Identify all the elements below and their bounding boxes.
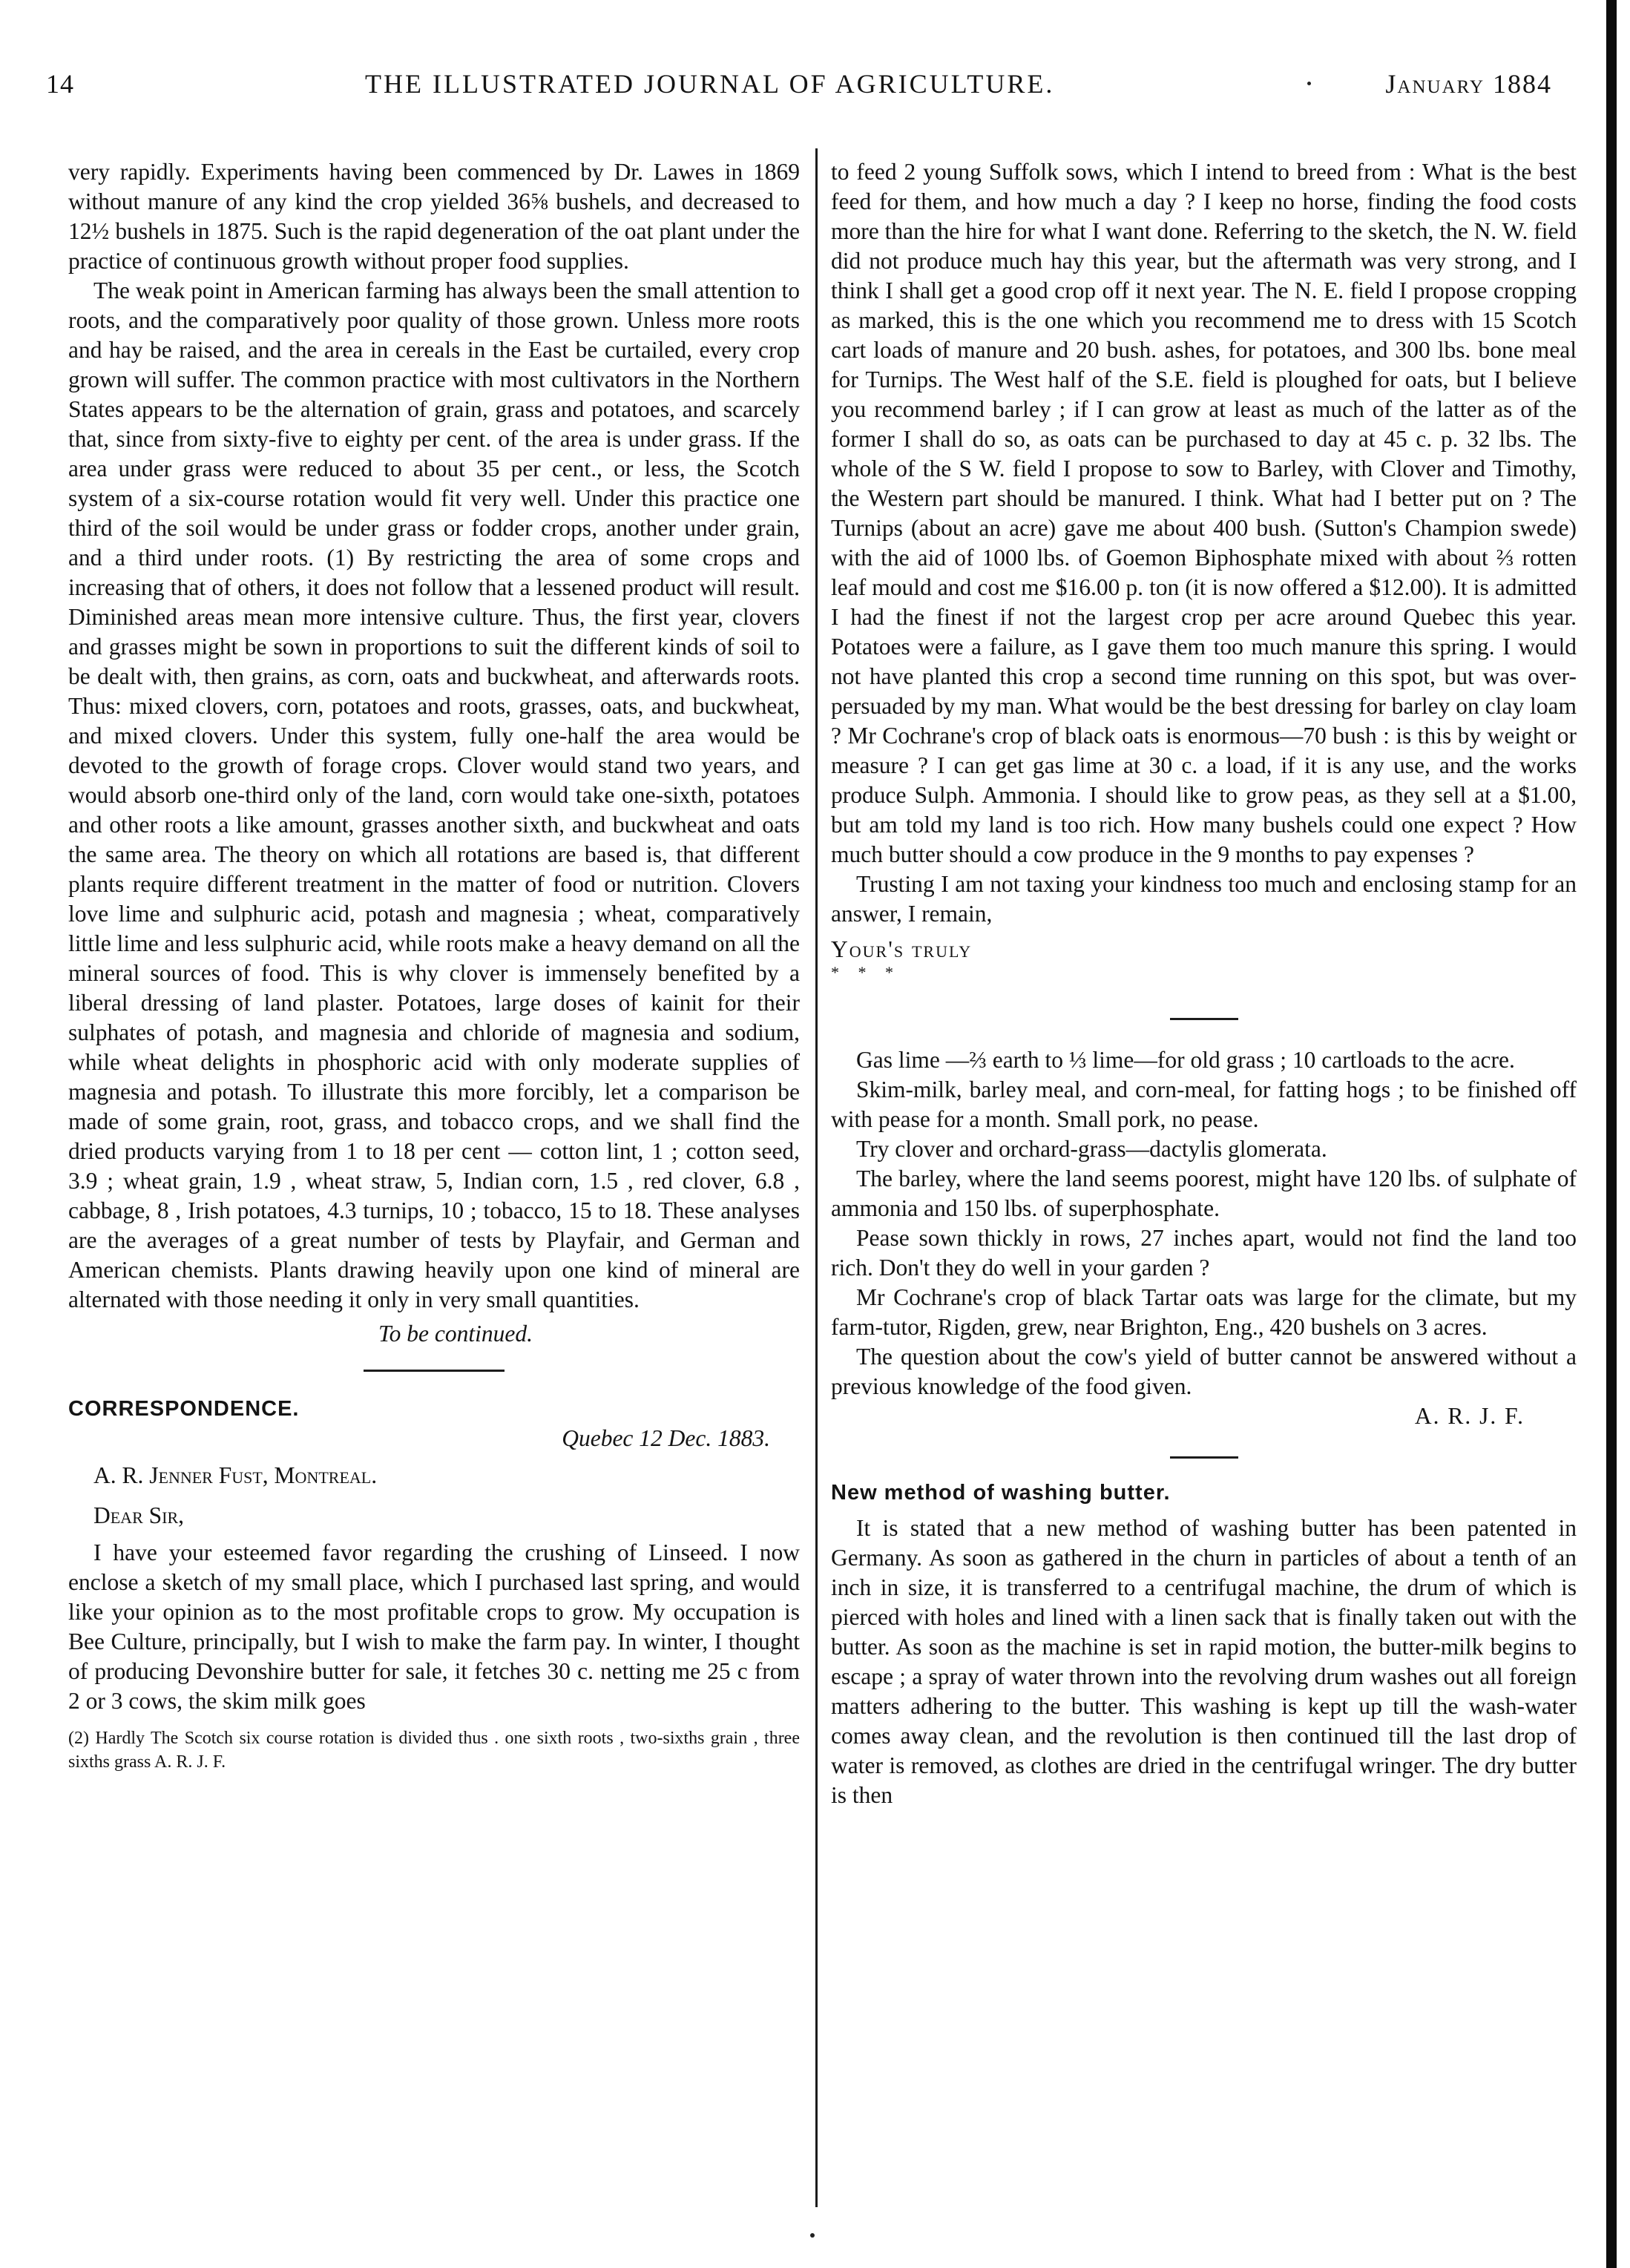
to-be-continued: To be continued. [378, 1321, 533, 1347]
article-paragraph: It is stated that a new method of washing butter has been patented in Germany. As soon as gathered in the churn in particles of about a tenth of an inch in size, it is transferred to a centrifugal machine, the drum of which is pierced with holes and lined with a linen sack that is finally taken out with the butter. As soon as the machine is set in rapid motion, the butter-milk begins to escape ; a spray of water thrown into the revolving drum washes out all foreign matters adhering to the butter. This washing is kept up till the wash-water comes away clean, and the revolution is then continued till the last drop of water is removed, as clothes are dried in the centrifugal wringer. The dry butter is then [831, 1515, 1577, 1808]
reply-paragraph: Skim-milk, barley meal, and corn-meal, for fatting hogs ; to be finished off with pease for a month. Small pork, no pease. [831, 1077, 1577, 1132]
page-edge [1606, 0, 1617, 2268]
running-header [46, 68, 1552, 105]
page-number: 14 [46, 69, 74, 99]
article-heading: New method of washing butter. [831, 1481, 1171, 1505]
journal-title: THE ILLUSTRATED JOURNAL OF AGRICULTURE. [365, 69, 1055, 99]
letter-place-date: Quebec 12 Dec. 1883. [562, 1425, 770, 1451]
letter-closing: Trusting I am not taxing your kindness too much and enclosing stamp for an answer, I remain, [831, 871, 1577, 927]
reply-paragraph: Gas lime —⅔ earth to ⅓ lime—for old grass ; 10 cartloads to the acre. [856, 1047, 1515, 1073]
reply-paragraph: Pease sown thickly in rows, 27 inches apart, would not find the land too rich. Don't they do well in your garden ? [831, 1225, 1577, 1281]
reply-signature: A. R. J. F. [1414, 1403, 1525, 1429]
reply-paragraph: Try clover and orchard-grass—dactylis glomerata. [856, 1136, 1327, 1162]
right-column [831, 157, 1577, 1810]
article-paragraph: The weak point in American farming has always been the small attention to roots, and the comparatively poor quality of those grown. Unless more roots and hay be raised, and the area in cereals in the East be curtailed, every crop grown will suffer. The common practice with most cultivators in the Northern States appears to be the alternation of grain, grass and potatoes, and scarcely that, since from sixty-five to eighty per cent. of the area is under grass. If the area under grass were reduced to about 35 per cent., or less, the Scotch system of a six-course rotation would fit very well. Under this practice one third of the soil would be under grass or fodder crops, another under grain, and a third under roots. (1) By restricting the area of some crops and increasing that of others, it does not follow that a lessened product will result. Diminished areas mean more intensive culture. Thus, the first year, clovers and grasses might be sown in proportions to suit the different kinds of soil to be dealt with, then grains, as corn, oats and buckwheat, and afterwards roots. Thus: mixed clovers, corn, potatoes and roots, grasses, oats, and buckwheat, and mixed clovers. Under this system, fully one-half the area would be devoted to the growth of forage crops. Clover would stand two years, and would absorb one-third only of the land, corn would take one-sixth, potatoes and other roots a like amount, grasses another sixth, and buckwheat and oats the same area. The theory on which all rotations are based is, that different plants require different treatment in the matter of food or nutrition. Clovers love lime and sulphuric acid, potash and magnesia ; wheat, comparatively little lime and less sulphuric acid, while roots make a heavy demand on all the mineral sources of food. This is why clover is immensely benefited by a liberal dressing of land plaster. Potatoes, large doses of kainit for their sulphates of potash, and magnesia and chloride of magnesia and sodium, while wheat delights in phosphoric acid with only moderate supplies of magnesia and potash. To illustrate this more forcibly, let a comparison be made of some grain, root, grass, and tobacco crops, and we shall find the dried products varying from 1 to 18 per cent — cotton lint, 1 ; cotton seed, 3.9 ; wheat grain, 1.9 , wheat straw, 5, Indian corn, 1.5 , red clover, 6.8 , cabbage, 8 , Irish potatoes, 4.3 turnips, 10 ; tobacco, 15 to 18. These analyses are the averages of a great number of tests by Playfair, and German and American chemists. Plants drawing heavily upon one kind of mineral are alternated with those needing it only in very small quantities. [68, 277, 800, 1312]
footnote: (2) Hardly The Scotch six course rotation is divided thus . one sixth roots , two-sixths grain , three sixths grass A. R. J. F. [68, 1729, 800, 1772]
letter-signature: Your's truly [831, 936, 973, 962]
article-paragraph: very rapidly. Experiments having been commenced by Dr. Lawes in 1869 without manure of any kind the crop yielded 36⅝ bushels, and decreased to 12½ bushels in 1875. Such is the rapid degeneration of the oat plant under the practice of continuous growth without proper food supplies. [68, 159, 800, 274]
correspondence-heading: CORRESPONDENCE. [68, 1397, 300, 1421]
left-column [68, 157, 800, 1774]
issue-date: January 1884 [1385, 69, 1552, 99]
reply-paragraph: The question about the cow's yield of butter cannot be answered without a previous knowledge of the food given. [831, 1344, 1577, 1399]
reply-paragraph: The barley, where the land seems poorest, might have 120 lbs. of sulphate of ammonia and 150 lbs. of superphosphate. [831, 1166, 1577, 1221]
reply-paragraph: Mr Cochrane's crop of black Tartar oats was large for the climate, but my farm-tutor, Rigden, grew, near Brighton, Eng., 420 bushels on 3 acres. [831, 1284, 1577, 1340]
letter-continued: to feed 2 young Suffolk sows, which I intend to breed from : What is the best feed for them, and how much a day ? I keep no horse, finding the food costs more than the hire for what I want done. Referring to the sketch, the N. W. field did not produce much hay this year, but the aftermath was very strong, and I think I shall get a good crop off it next year. The N. E. field I propose cropping as marked, this is the one which you recommend me to dress with 15 Scotch cart loads of manure and 20 bush. ashes, for potatoes, and 300 lbs. bone meal for Turnips. The West half of the S.E. field is ploughed for oats, but I believe you recommend barley ; if I can grow at least as much of the latter as of the former I shall do so, as oats can be purchased to day at 45 c. p. 32 lbs. The whole of the S W. field I propose to sow to Barley, with Clover and Timothy, the Western part should be manured. I think. What had I better put on ? The Turnips (about an acre) gave me about 400 bush. (Sutton's Champion swede) with the aid of 1000 lbs. of Goemon Biphosphate mixed with about ⅔ rotten leaf mould and cost me $16.00 p. ton (it is now offered a $12.00). It is admitted I had the finest if not the largest crop per acre around Quebec this year. Potatoes were a failure, as I gave them too much manure this spring. I would not have planted this crop a second time running on this spot, but was over-persuaded by my man. What would be the best dressing for barley on clay loam ? Mr Cochrane's crop of black oats is enormous—70 bush : is this by weight or measure ? I can get gas lime at 30 c. a load, if it is any use, and the works produce Sulph. Ammonia. I should like to grow peas, as they sell at a $1.00, but am told my land is too rich. How many bushels could one expect ? How much butter should a cow produce in the 9 months to pay expenses ? [831, 159, 1577, 867]
signature-stars: * * * [831, 963, 901, 982]
letter-addressee: A. R. Jenner Fust, Montreal. [93, 1462, 378, 1488]
column-divider [815, 148, 818, 2207]
header-dot [1307, 82, 1311, 85]
letter-salutation: Dear Sir, [93, 1502, 185, 1528]
letter-paragraph: I have your esteemed favor regarding the crushing of Linseed. I now enclose a sketch of my small place, which I purchased last spring, and would like your opinion as to the most profitable crops to grow. My occupation is Bee Culture, principally, but I wish to make the farm pay. In winter, I thought of producing Devonshire butter for sale, it fetches 30 c. netting me 25 c from 2 or 3 cows, the skim milk goes [68, 1539, 800, 1714]
page-dot [810, 2233, 815, 2238]
